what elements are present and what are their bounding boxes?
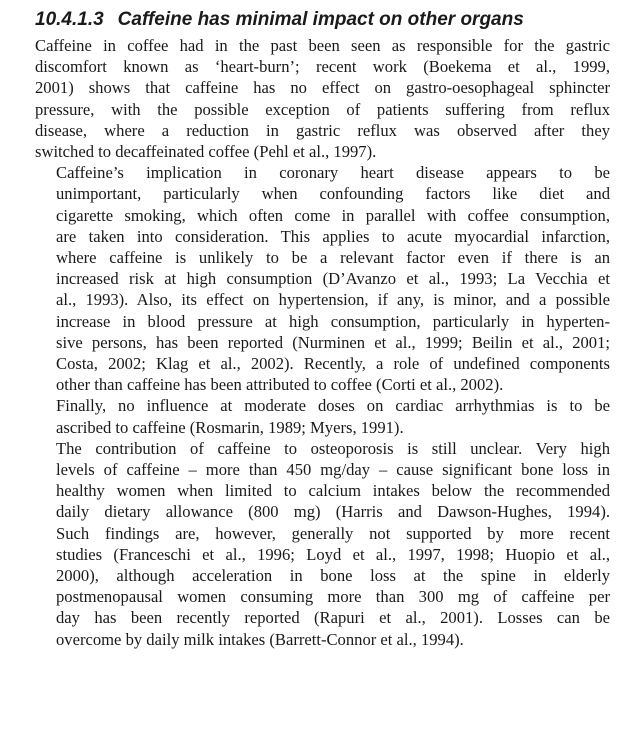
text-line: studies (Franceschi et al., 1996; Loyd et al., 1997, 1998; Huopio et al.,: [56, 544, 610, 564]
text-line: cigarette smoking, which often come in parallel with coffee consumption,: [56, 205, 610, 225]
text-line: 2001) shows that caffeine has no effect on gastro-oesophageal sphincter: [35, 78, 610, 98]
section-heading: [35, 8, 610, 32]
text-line: Costa, 2002; Klag et al., 2002). Recently, a role of undefined components: [56, 354, 610, 374]
text-line: Caffeine’s implication in coronary heart disease appears to be: [56, 163, 610, 183]
paragraph-osteoporosis: [35, 438, 610, 650]
text-line: daily dietary allowance (800 mg) (Harris and Dawson-Hughes, 1994).: [56, 502, 610, 522]
text-line: The contribution of caffeine to osteoporosis is still unclear. Very high: [56, 438, 610, 458]
text-line: levels of caffeine – more than 450 mg/day – cause significant bone loss in: [56, 460, 610, 480]
text-line: sive persons, has been reported (Nurminen et al., 1999; Beilin et al., 2001;: [56, 332, 610, 352]
paragraph-heartburn: [35, 35, 610, 162]
text-line: ascribed to caffeine (Rosmarin, 1989; Myers, 1991).: [56, 417, 404, 437]
text-line: other than caffeine has been attributed to coffee (Corti et al., 2002).: [56, 375, 504, 395]
text-line: healthy women when limited to calcium intakes below the recommended: [56, 481, 610, 501]
text-line: al., 1993). Also, its effect on hypertension, if any, is minor, and a possible: [56, 290, 610, 310]
document-page: [35, 8, 610, 650]
text-line: increase in blood pressure at high consumption, particularly in hyperten-: [56, 311, 610, 331]
text-line: switched to decaffeinated coffee (Pehl et al., 1997).: [35, 142, 377, 162]
text-line: Caffeine in coffee had in the past been seen as responsible for the gastric: [35, 36, 610, 55]
text-line: Such findings are, however, generally not supported by more recent: [56, 523, 610, 543]
section-number: 10.4.1.3: [35, 9, 104, 30]
text-line: unimportant, particularly when confounding factors like diet and: [56, 184, 610, 204]
text-line: discomfort known as ‘heart-burn’; recent work (Boekema et al., 1999,: [35, 57, 610, 77]
text-line: day has been recently reported (Rapuri et al., 2001). Losses can be: [56, 608, 610, 628]
text-line: 2000), although acceleration in bone loss at the spine in elderly: [56, 566, 610, 586]
text-line: postmenopausal women consuming more than 300 mg of caffeine per: [56, 587, 610, 607]
text-line: are taken into consideration. This applies to acute myocardial infarction,: [56, 226, 610, 246]
text-line: overcome by daily milk intakes (Barrett-Connor et al., 1994).: [56, 629, 464, 649]
text-line: pressure, with the possible exception of patients suffering from reflux: [35, 99, 610, 119]
text-line: Finally, no influence at moderate doses on cardiac arrhythmias is to be: [56, 396, 610, 416]
section-title: Caffeine has minimal impact on other organs: [117, 9, 524, 30]
text-line: increased risk at high consumption (D’Avanzo et al., 1993; La Vecchia et: [56, 269, 610, 289]
paragraph-arrhythmias: [35, 395, 610, 437]
text-line: disease, where a reduction in gastric reflux was observed after they: [35, 120, 610, 140]
paragraph-coronary: [35, 162, 610, 395]
text-line: where caffeine is unlikely to be a relevant factor even if there is an: [56, 248, 610, 268]
